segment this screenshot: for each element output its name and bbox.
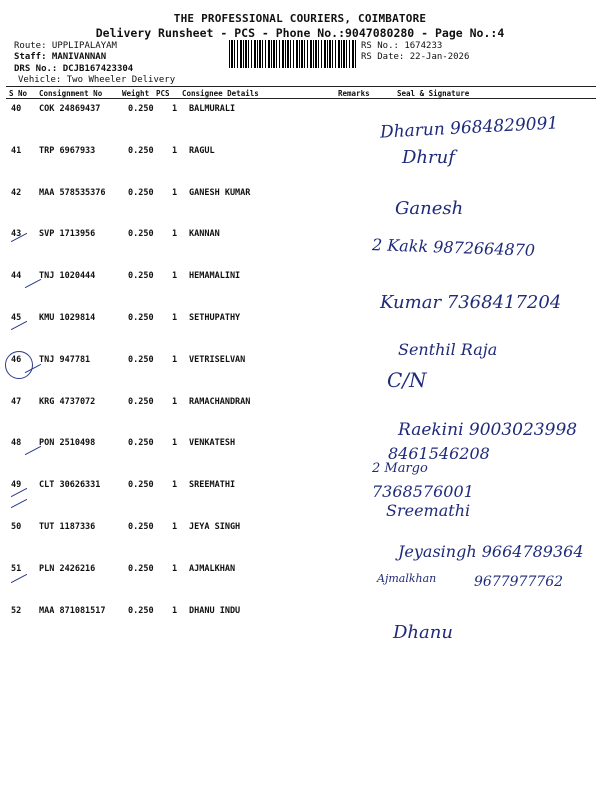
row-45-sno: 45 xyxy=(11,313,22,323)
row-44-pcs: 1 xyxy=(172,271,178,281)
row-43-consignee: KANNAN xyxy=(189,229,220,239)
col-seal-signature: Seal & Signature xyxy=(397,89,470,98)
row-45-weight: 0.250 xyxy=(128,313,154,323)
row-47-consignment: KRG 4737072 xyxy=(39,397,96,407)
row-52-pcs: 1 xyxy=(172,606,178,616)
row-43-weight: 0.250 xyxy=(128,229,154,239)
row-41-consignment: TRP 6967933 xyxy=(39,146,96,156)
runsheet-subtitle: Delivery Runsheet - PCS - Phone No.:9047080280 - Page No.:4 xyxy=(95,26,505,40)
row-42-pcs: 1 xyxy=(172,188,178,198)
signature-45: Kumar 7368417204 xyxy=(380,292,562,313)
row-41-pcs: 1 xyxy=(172,146,178,156)
row-42-consignee: GANESH KUMAR xyxy=(189,188,251,198)
row-51-consignee: AJMALKHAN xyxy=(189,564,236,574)
col-pcs: PCS xyxy=(156,89,170,98)
row-48-sno: 48 xyxy=(11,438,22,448)
vehicle-label: Vehicle: Two Wheeler Delivery xyxy=(18,75,176,85)
circle-mark-46 xyxy=(5,351,33,379)
row-46-sno: 46 xyxy=(11,355,22,365)
row-44-consignee: HEMAMALINI xyxy=(189,271,241,281)
row-45-pcs: 1 xyxy=(172,313,178,323)
row-41-weight: 0.250 xyxy=(128,146,154,156)
row-49-weight: 0.250 xyxy=(128,480,154,490)
row-46-pcs: 1 xyxy=(172,355,178,365)
row-48-consignment: PON 2510498 xyxy=(39,438,96,448)
barcode xyxy=(229,40,356,68)
row-52-sno: 52 xyxy=(11,606,22,616)
company-title: THE PROFESSIONAL COURIERS, COIMBATORE xyxy=(173,12,427,25)
table-top-rule xyxy=(6,86,596,87)
row-48-consignee: VENKATESH xyxy=(189,438,236,448)
signature-51b: 9677977762 xyxy=(474,574,564,590)
row-51-pcs: 1 xyxy=(172,564,178,574)
row-40-sno: 40 xyxy=(11,104,22,114)
rs-number: RS No.: 1674233 xyxy=(361,41,443,51)
row-48-weight: 0.250 xyxy=(128,438,154,448)
row-42-weight: 0.250 xyxy=(128,188,154,198)
row-52-consignee: DHANU INDU xyxy=(189,606,241,616)
row-47-consignee: RAMACHANDRAN xyxy=(189,397,251,407)
row-50-pcs: 1 xyxy=(172,522,178,532)
row-43-consignment: SVP 1713956 xyxy=(39,229,96,239)
row-50-consignment: TUT 1187336 xyxy=(39,522,96,532)
row-40-pcs: 1 xyxy=(172,104,178,114)
drs-number: DRS No.: DCJB167423304 xyxy=(14,64,134,74)
signature-49a: 7368576001 xyxy=(372,482,474,501)
row-47-weight: 0.250 xyxy=(128,397,154,407)
row-42-sno: 42 xyxy=(11,188,22,198)
signature-48b: 2 Margo xyxy=(372,461,428,476)
row-44-consignment: TNJ 1020444 xyxy=(39,271,96,281)
row-50-weight: 0.250 xyxy=(128,522,154,532)
row-51-weight: 0.250 xyxy=(128,564,154,574)
row-50-consignee: JEYA SINGH xyxy=(189,522,241,532)
rs-date: RS Date: 22-Jan-2026 xyxy=(361,52,470,62)
row-45-consignee: SETHUPATHY xyxy=(189,313,241,323)
row-43-sno: 43 xyxy=(11,229,22,239)
signature-49b: Sreemathi xyxy=(386,501,471,520)
row-50-sno: 50 xyxy=(11,522,22,532)
table-header-rule xyxy=(6,98,596,99)
col-consignment: Consignment No xyxy=(39,89,103,98)
row-51-sno: 51 xyxy=(11,564,22,574)
signature-40: Dharun 9684829091 xyxy=(379,113,559,143)
row-41-consignee: RAGUL xyxy=(189,146,215,156)
tick-mark-42 xyxy=(11,499,27,508)
row-46-weight: 0.250 xyxy=(128,355,154,365)
row-49-consignment: CLT 30626331 xyxy=(39,480,101,490)
row-49-consignee: SREEMATHI xyxy=(189,480,236,490)
signature-41: Dhruf xyxy=(402,147,455,168)
tick-mark-44 xyxy=(25,279,41,288)
row-43-pcs: 1 xyxy=(172,229,178,239)
col-remarks: Remarks xyxy=(338,89,370,98)
signature-51a: Ajmalkhan xyxy=(377,572,437,585)
row-48-pcs: 1 xyxy=(172,438,178,448)
row-45-consignment: KMU 1029814 xyxy=(39,313,96,323)
row-49-pcs: 1 xyxy=(172,480,178,490)
signature-52: Dhanu xyxy=(393,622,453,643)
row-40-consignment: COK 24869437 xyxy=(39,104,101,114)
row-46-consignee: VETRISELVAN xyxy=(189,355,246,365)
row-51-consignment: PLN 2426216 xyxy=(39,564,96,574)
row-42-consignment: MAA 578535376 xyxy=(39,188,106,198)
tick-mark-51 xyxy=(11,574,27,583)
signature-50: Jeyasingh 9664789364 xyxy=(398,542,584,561)
row-40-consignee: BALMURALI xyxy=(189,104,236,114)
row-46-consignment: TNJ 947781 xyxy=(39,355,91,365)
col-sno: S No xyxy=(9,89,28,98)
row-47-pcs: 1 xyxy=(172,397,178,407)
col-weight: Weight xyxy=(122,89,150,98)
signature-43: 2 Kakk 9872664870 xyxy=(371,235,536,260)
signature-46b: C/N xyxy=(387,368,427,392)
tick-mark-48 xyxy=(25,446,41,455)
signature-42: Ganesh xyxy=(395,198,464,219)
signature-48a: 8461546208 xyxy=(388,444,490,463)
row-44-sno: 44 xyxy=(11,271,22,281)
staff-label: Staff: MANIVANNAN xyxy=(14,52,107,62)
col-consignee: Consignee Details xyxy=(182,89,259,98)
row-52-weight: 0.250 xyxy=(128,606,154,616)
row-41-sno: 41 xyxy=(11,146,22,156)
row-47-sno: 47 xyxy=(11,397,22,407)
row-49-sno: 49 xyxy=(11,480,22,490)
row-52-consignment: MAA 871081517 xyxy=(39,606,106,616)
signature-46a: Senthil Raja xyxy=(398,340,498,359)
row-44-weight: 0.250 xyxy=(128,271,154,281)
signature-47: Raekini 9003023998 xyxy=(398,420,578,440)
route-label: Route: UPPLIPALAYAM xyxy=(14,41,117,51)
row-40-weight: 0.250 xyxy=(128,104,154,114)
